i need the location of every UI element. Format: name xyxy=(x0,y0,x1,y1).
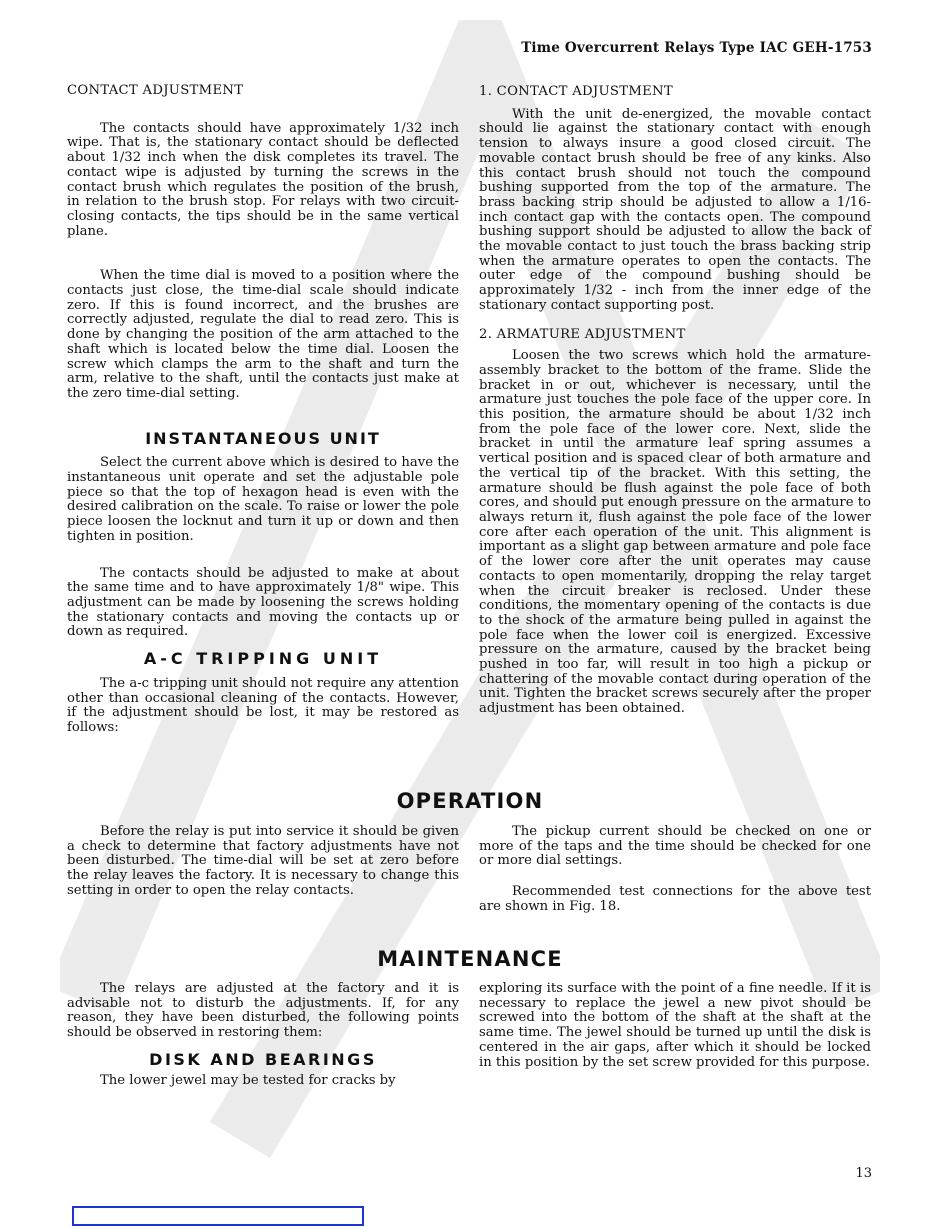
operation-left-paragraph: Before the relay is put into service it should be given a check to determine that factory adjustments have not been disturbed. The time-dial will be set at zero before the relay leaves the factory. It is necessary to change this setting in order to open the relay contacts. xyxy=(67,824,459,898)
ac-tripping-unit-heading: A-C TRIPPING UNIT xyxy=(143,649,383,669)
operation-right-paragraph-2: Recommended test connections for the above test are shown in Fig. 18. xyxy=(479,884,871,914)
footer-link-box[interactable] xyxy=(72,1206,364,1226)
instantaneous-unit-heading: INSTANTANEOUS UNIT xyxy=(145,428,381,448)
maintenance-left-paragraph-2: The lower jewel may be tested for cracks by xyxy=(100,1072,396,1088)
section-1-contact-adjustment-heading: 1. CONTACT ADJUSTMENT xyxy=(479,84,673,99)
section-1-paragraph: With the unit de-energized, the movable contact should lie against the stationary contact with enough tension to always insure a good closed circuit. The movable contact brush should be free of any kinks. Also this contact brush should not touch the compound bushing supported from the top of the armature. The brass backing strip should be adjusted to allow a 1/16-inch contact gap with the contacts open. The compound bushing support should be adjusted to allow the back of the movable contact to just touch the brass backing strip when the armature operates to open the contacts. The outer edge of the compound bushing should be approximately 1/32 - inch from the inner edge of the stationary contact supporting post. xyxy=(479,106,871,313)
contact-adjustment-heading: CONTACT ADJUSTMENT xyxy=(67,83,244,98)
left-column-upper xyxy=(67,84,459,736)
maintenance-right-paragraph: exploring its surface with the point of a fine needle. If it is necessary to replace the jewel a new pivot should be screwed into the bottom of the shaft at the shaft at the same time. The jewel should be turned up until the disk is centered in the air gaps, after which it should be locked in this position by the set screw provided for this purpose. xyxy=(479,981,871,1070)
section-2-paragraph: Loosen the two screws which hold the armature-assembly bracket to the bottom of the frame. Slide the bracket in or out, whichever is necessary, until the armature just touches the pole face of the upper core. In this position, the armature should be about 1/32 inch from the pole face of the lower core. Next, slide the bracket in until the armature leaf spring assumes a vertical position and is spaced clear of both armature and the vertical tip of the bracket. With this setting, the armature should be flush against the pole face of both cores, and should put enough pressure on the armature to always return it, flush against the pole face of the lower core after each operation of the unit. This alignment is important as a slight gap between armature and pole face of the lower core after the unit operates may cause contacts to open momentarily, dropping the relay target when the circuit breaker is reclosed. Under these conditions, the momentary opening of the contacts is due to the shock of the armature being pulled in against the pole face when the lower coil is energized. Excessive pressure on the armature, caused by the bracket being pushed in too far, will result in too high a pickup or chattering of the movable contact during operation of the unit. Tighten the bracket screws securely after the proper adjustment has been obtained. xyxy=(479,348,871,717)
ac-tripping-unit-paragraph: The a-c tripping unit should not require any attention other than occasional cleaning of the contacts. However, if the adjustment should be lost, it may be restored as follows: xyxy=(67,675,459,735)
operation-right-column xyxy=(479,825,871,915)
disk-and-bearings-heading: DISK AND BEARINGS xyxy=(149,1049,377,1069)
instantaneous-unit-paragraph-2: The contacts should be adjusted to make at about the same time and to have approximately 1/8" wipe. This adjustment can be made by loosening the screws holding the stationary contacts and moving the contacts up or down as required. xyxy=(67,565,459,640)
maintenance-right-column xyxy=(479,982,871,1070)
maintenance-left-column xyxy=(67,982,459,1088)
maintenance-left-paragraph-1: The relays are adjusted at the factory and it is advisable not to disturb the adjustments. If, for any reason, they have been disturbed, the following points should be observed in restoring them: xyxy=(67,981,459,1041)
contact-adjustment-paragraph-2: When the time dial is moved to a position where the contacts just close, the time-dial scale should indicate zero. If this is found incorrect, and the brushes are correctly adjusted, regulate the dial to read zero. This is done by changing the position of the arm attached to the shaft which is located below the time dial. Loosen the screw which clamps the arm to the shaft and turn the arm, relative to the shaft, until the contacts just make at the zero time-dial setting. xyxy=(67,268,459,401)
contact-adjustment-paragraph-1: The contacts should have approximately 1/32 inch wipe. That is, the stationary contact should be deflected about 1/32 inch when the disk completes its travel. The contact wipe is adjusted by turning the screws in the contact brush which regulates the position of the brush, in relation to the brush stop. For relays with two circuit-closing contacts, the tips should be in the same vertical plane. xyxy=(67,120,459,239)
section-2-armature-adjustment-heading: 2. ARMATURE ADJUSTMENT xyxy=(479,326,686,342)
operation-heading: OPERATION xyxy=(396,789,544,813)
page-number: 13 xyxy=(855,1166,872,1181)
operation-left-column xyxy=(67,825,459,899)
maintenance-heading: MAINTENANCE xyxy=(377,947,563,971)
operation-right-paragraph-1: The pickup current should be checked on one or more of the taps and the time should be checked for one or more dial settings. xyxy=(479,824,871,869)
right-column-upper xyxy=(479,85,871,717)
instantaneous-unit-paragraph-1: Select the current above which is desired to have the instantaneous unit operate and set the adjustable pole piece so that the top of hexagon head is even with the desired calibration on the scale. To raise or lower the pole piece loosen the locknut and turn it up or down and then tighten in position. xyxy=(67,455,459,544)
page-header: Time Overcurrent Relays Type IAC GEH-1753 xyxy=(521,40,872,56)
